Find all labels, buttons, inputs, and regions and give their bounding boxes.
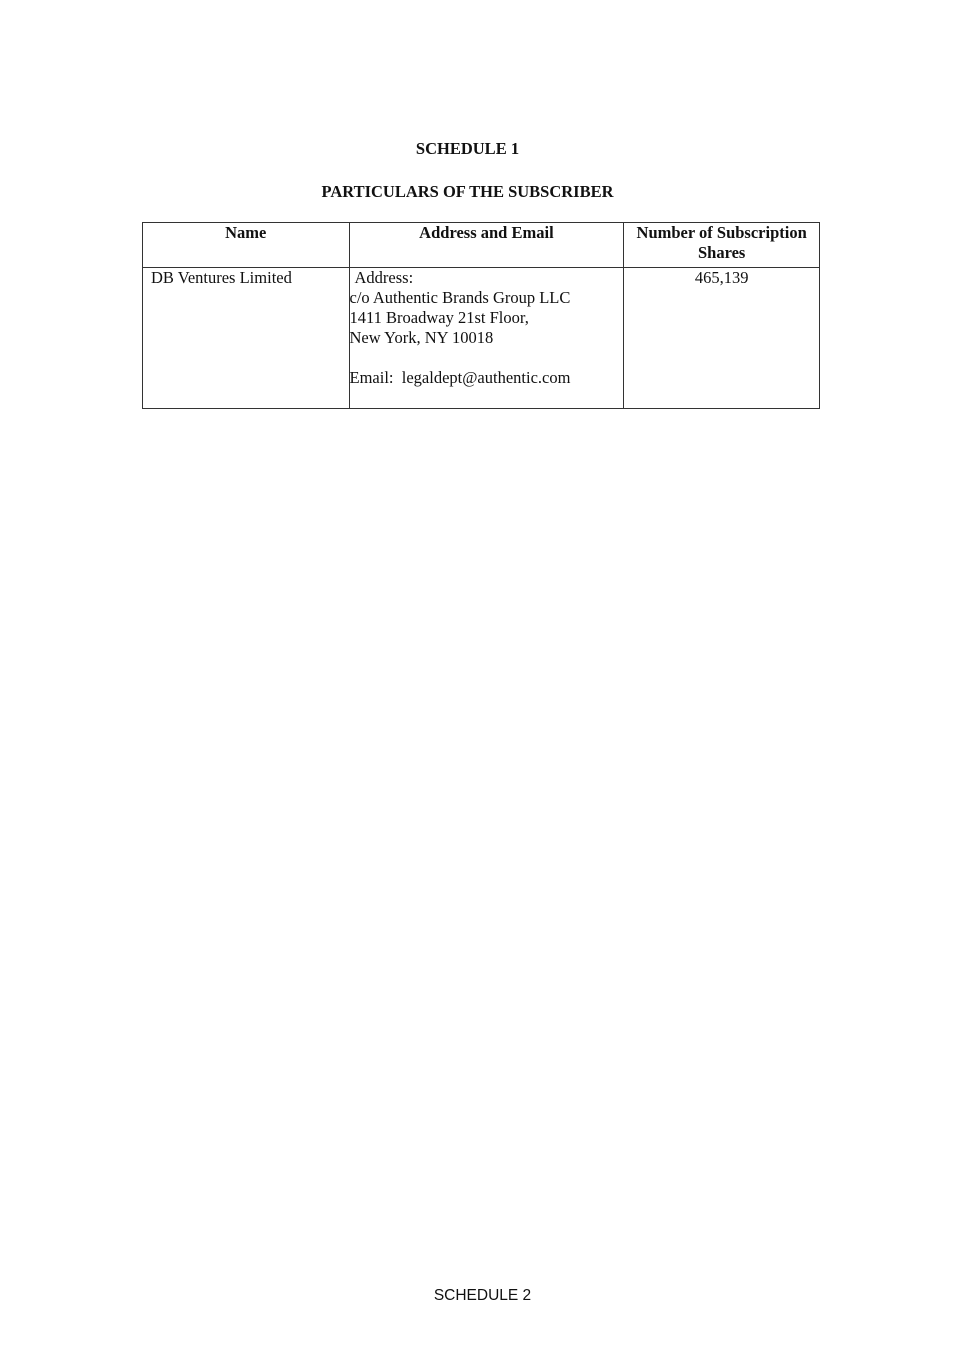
header-shares [624, 223, 820, 268]
schedule-title: SCHEDULE 1 [415, 139, 520, 158]
subscription-shares: 465,139 [624, 268, 820, 409]
address-line-3: New York, NY 10018 [349, 328, 494, 347]
header-name: Name [143, 223, 350, 268]
subscriber-table [142, 222, 820, 409]
table-header-row [143, 223, 820, 268]
subscriber-email: Email: legaldept@authentic.com [349, 368, 571, 387]
address-line-2: 1411 Broadway 21st Floor, [349, 308, 529, 327]
header-shares-line2: Shares [697, 243, 746, 262]
address-label: Address: [354, 268, 414, 287]
subscriber-address-cell [349, 268, 624, 409]
subscriber-name: DB Ventures Limited [143, 268, 350, 409]
header-address-email: Address and Email [349, 223, 624, 268]
header-shares-line1: Number of Subscription [636, 223, 807, 242]
section-title: PARTICULARS OF THE SUBSCRIBER [321, 182, 614, 201]
table-row [143, 268, 820, 409]
page-footer: SCHEDULE 2 [433, 1287, 532, 1304]
address-line-1: c/o Authentic Brands Group LLC [349, 288, 571, 307]
